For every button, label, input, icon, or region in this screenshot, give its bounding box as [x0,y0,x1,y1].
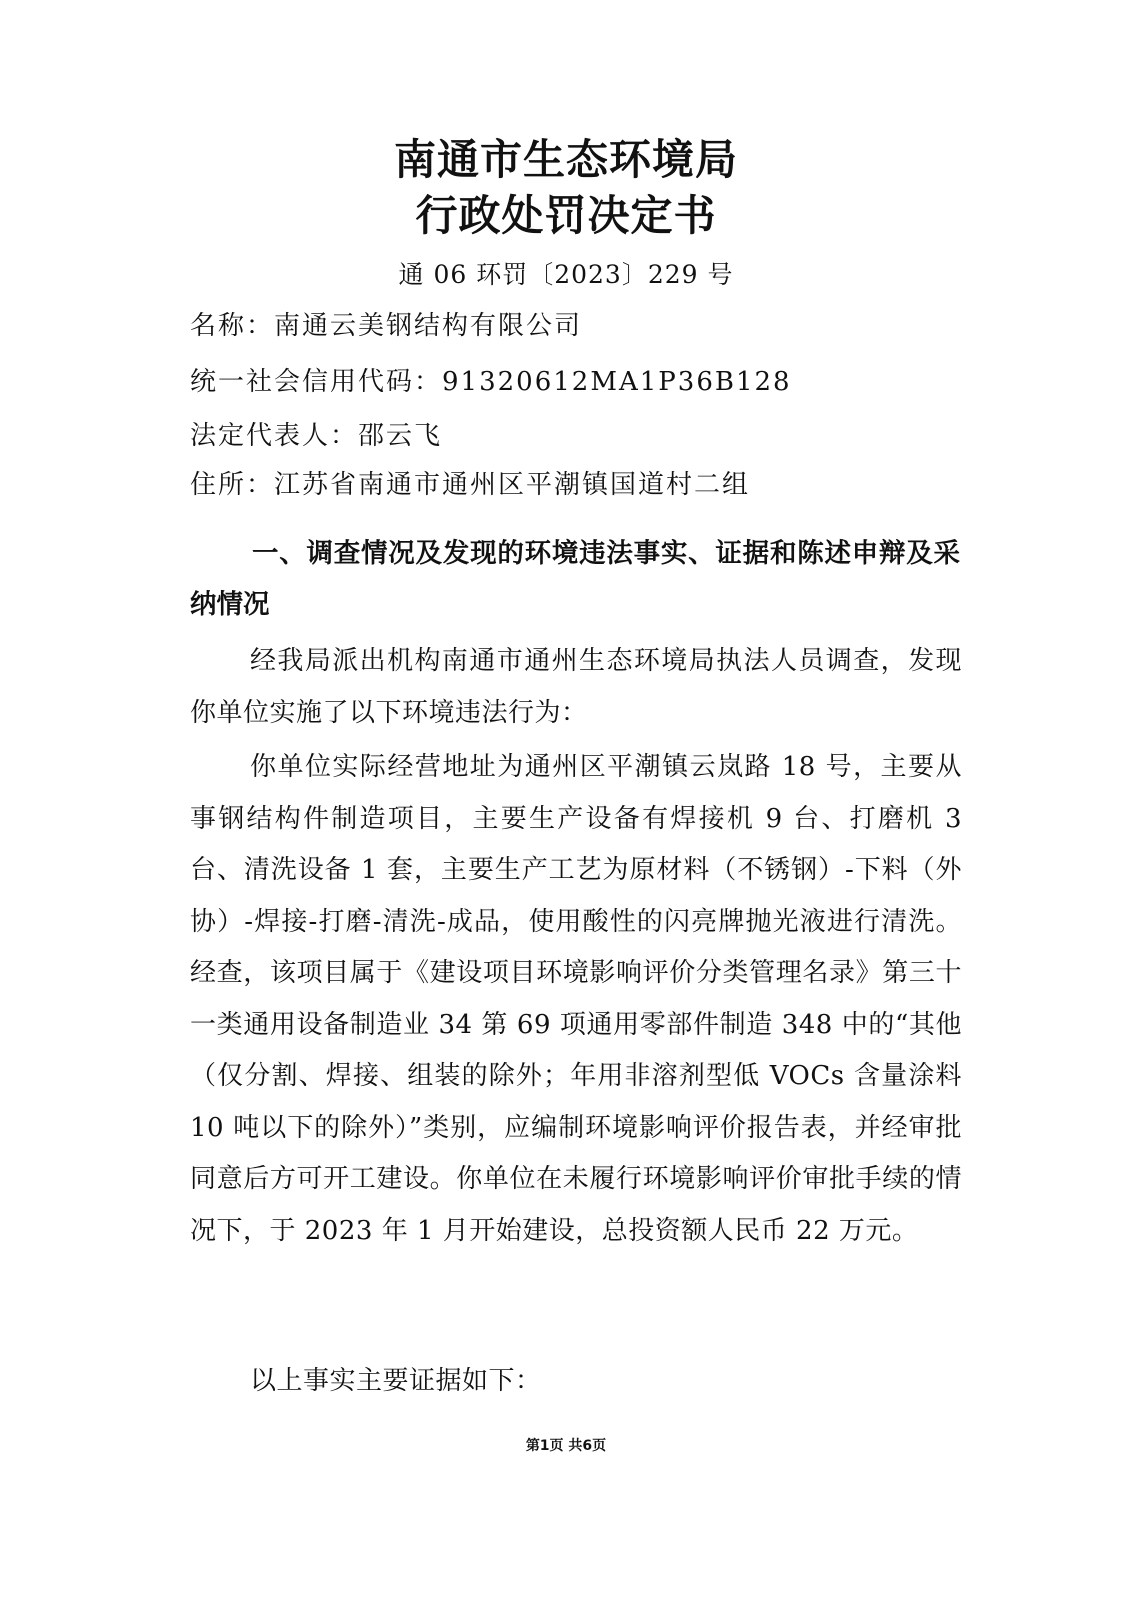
page-number-footer: 第1页 共6页 [525,1438,607,1454]
party-name: 名称：南通云美钢结构有限公司 [190,311,583,341]
document-number: 通 06 环罚〔2023〕229 号 [398,260,734,289]
party-legal-representative: 法定代表人：邵云飞 [190,421,443,451]
section-heading-investigation: 一、调查情况及发现的环境违法事实、证据和陈述申辩及采纳情况 [190,538,960,620]
party-credit-code: 统一社会信用代码：91320612MA1P36B128 [190,367,792,397]
party-address: 住所：江苏省南通市通州区平潮镇国道村二组 [190,470,751,500]
document-title-type: 行政处罚决定书 [415,191,717,240]
paragraph-evidence-intro: 以上事实主要证据如下： [250,1366,542,1396]
document-title-issuer: 南通市生态环境局 [393,135,738,184]
paragraph-violation-facts: 你单位实际经营地址为通州区平潮镇云岚路 18 号，主要从事钢结构件制造项目，主要生产设备有焊接机 9 台、打磨机 3 台、清洗设备 1 套，主要生产工艺为原材料（不锈钢）-下料（外协）-焊接-打磨-清洗-成品，使用酸性的闪亮牌抛光液进行清洗。经查，该项目属于《建设项目环境影响评价分类管理名录》第三十一类通用设备制造业 34 第 69 项通用零部件制造 348 中的“其他（仅分割、焊接、组装的除外；年用非溶剂型低 VOCs 含量涂料 10 吨以下的除外）”类别，应编制环境影响评价报告表，并经审批同意后方可开工建设。你单位在未履行环境影响评价审批手续的情况下，于 2023 年 1 月开始建设，总投资额人民币 22 万元。 [190,752,962,1246]
paragraph-investigation-intro: 经我局派出机构南通市通州生态环境局执法人员调查，发现你单位实施了以下环境违法行为： [190,646,962,728]
